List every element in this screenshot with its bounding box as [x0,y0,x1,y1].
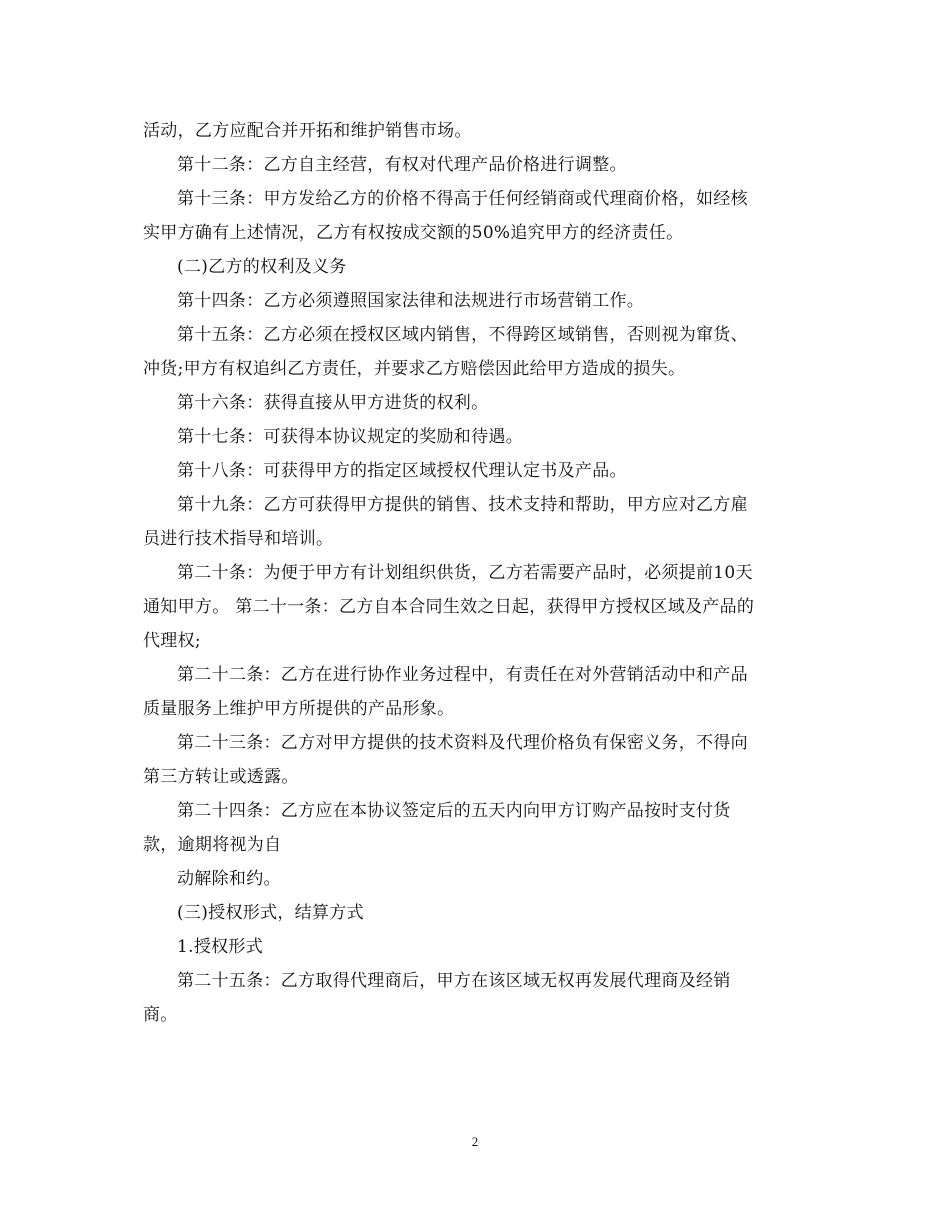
text-line: 第十五条：乙方必须在授权区域内销售，不得跨区域销售，否则视为窜货、 [177,325,748,345]
text-line: 第十四条：乙方必须遵照国家法律和法规进行市场营销工作。 [177,291,645,311]
text-line: 款，逾期将视为自 [143,835,282,855]
text-line: 冲货;甲方有权追纠乙方责任，并要求乙方赔偿因此给甲方造成的损失。 [143,359,686,379]
text-line: 活动，乙方应配合并开拓和维护销售市场。 [143,121,472,141]
text-line: 第二十三条：乙方对甲方提供的技术资料及代理价格负有保密义务，不得向 [177,733,748,753]
text-line: 实甲方确有上述情况，乙方有权按成交额的50%追究甲方的经济责任。 [143,223,684,243]
text-line: 通知甲方。 第二十一条：乙方自本合同生效之日起，获得甲方授权区域及产品的 [143,597,755,617]
text-line: 第十二条：乙方自主经营，有权对代理产品价格进行调整。 [177,155,627,175]
text-line: 第十八条：可获得甲方的指定区域授权代理认定书及产品。 [177,461,627,481]
text-line: 代理权; [143,631,201,651]
text-line: 第三方转让或透露。 [143,767,299,787]
page-number: 2 [471,1134,479,1149]
text-line: 员进行技术指导和培训。 [143,529,334,549]
text-line: 第十六条：获得直接从甲方进货的权利。 [177,393,489,413]
text-line: 第十三条：甲方发给乙方的价格不得高于任何经销商或代理商价格，如经核 [177,189,748,209]
text-line: (二)乙方的权利及义务 [177,257,347,277]
text-line: 1.授权形式 [177,937,264,957]
text-line: 第二十五条：乙方取得代理商后，甲方在该区域无权再发展代理商及经销 [177,971,731,991]
text-line: 第二十条：为便于甲方有计划组织供货，乙方若需要产品时，必须提前10天 [177,563,753,583]
text-line: 质量服务上维护甲方所提供的产品形象。 [143,699,455,719]
document-body [143,114,803,1032]
text-line: 第二十二条：乙方在进行协作业务过程中，有责任在对外营销活动中和产品 [177,665,748,685]
text-line: (三)授权形式，结算方式 [177,903,364,923]
text-line: 商。 [143,1005,178,1025]
text-line: 第十七条：可获得本协议规定的奖励和待遇。 [177,427,523,447]
text-line: 动解除和约。 [177,869,281,889]
text-line: 第二十四条：乙方应在本协议签定后的五天内向甲方订购产品按时支付货 [177,801,731,821]
text-line: 第十九条：乙方可获得甲方提供的销售、技术支持和帮助，甲方应对乙方雇 [177,495,748,515]
